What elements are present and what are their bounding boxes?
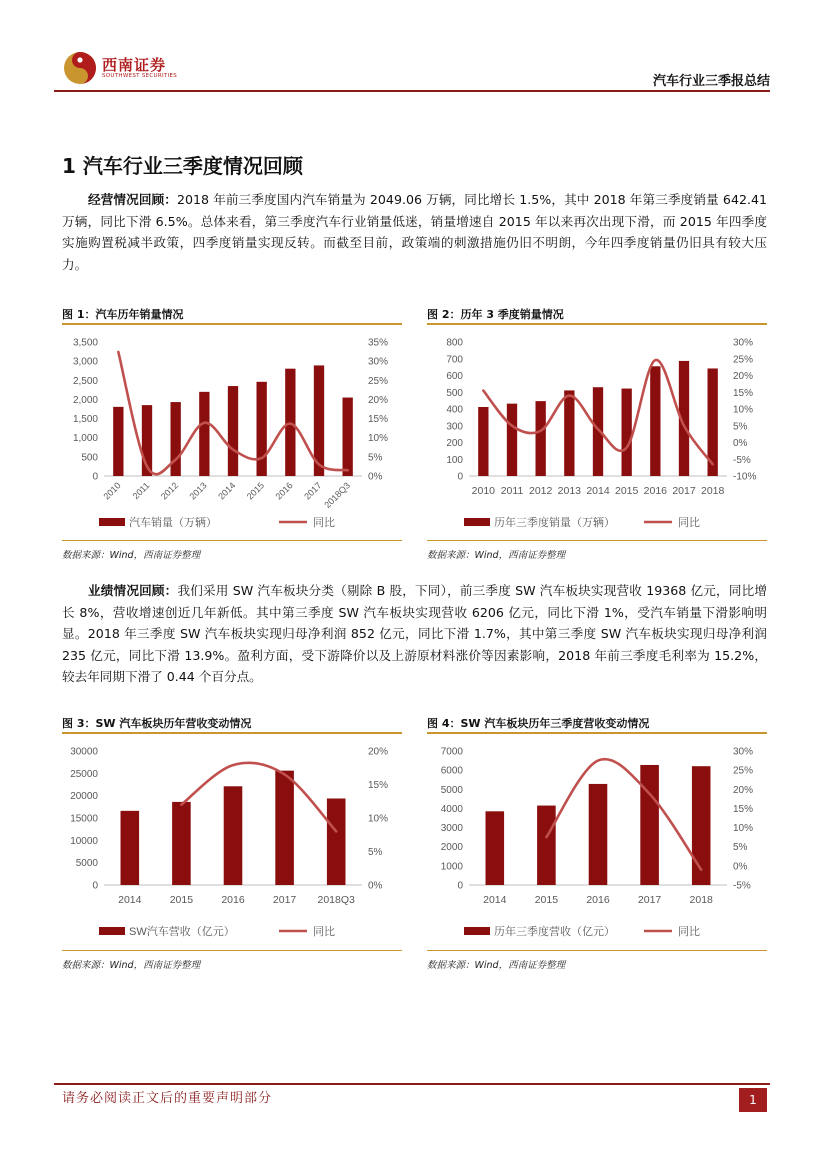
legend-label-line: 同比 xyxy=(678,926,700,938)
x-tick-label: 2017 xyxy=(302,480,324,502)
x-tick-label: 2010 xyxy=(471,485,496,497)
y2-tick-label: 15% xyxy=(368,780,389,791)
bar xyxy=(113,407,123,476)
paragraph-body: 我们采用 SW 汽车板块分类（剔除 B 股，下同），前三季度 SW 汽车板块实现营收 19368 亿元，同比增长 8%，营收增速创近几年新低。其中第三季度 SW 汽车板块实现营收 6206 亿元，同比下滑 1%，受汽车销量下滑影响明显。2018 年三季度 SW 汽车板块实现归母净利润 852 亿元，同比下滑 1.7%，其中第三季度 SW 汽车板块实现归母净利润 235 亿元，同比下滑 13.9%。盈利方面，受下游降价以及上游原材料涨价等因素影响，2018 年前三季度毛利率为 15.2%，较去年同期下滑了 0.44 个百分点。 xyxy=(62,583,767,684)
figure-1-rule xyxy=(62,323,402,325)
y-tick-label: 0 xyxy=(457,471,463,483)
bar xyxy=(327,798,346,885)
x-tick-label: 2015 xyxy=(614,485,639,497)
y-tick-label: 6000 xyxy=(440,765,463,777)
legend-swatch-bar xyxy=(99,927,125,935)
bar xyxy=(650,366,660,476)
logo-text-en: SOUTHWEST SECURITIES xyxy=(102,73,178,79)
y-tick-label: 15000 xyxy=(70,813,98,825)
legend-swatch-bar xyxy=(99,518,125,526)
figure-4-bottom-rule xyxy=(427,950,767,951)
paragraph-body: 2018 年前三季度国内汽车销量为 2049.06 万辆，同比增长 1.5%，其中 2018 年第三季度销量 642.41 万辆，同比下滑 6.5%。总体来看，第三季度汽车行业销量低迷，销量增速自 2015 年以来再次出现下滑，而 2015 年四季度实施购置税减半政策，四季度销量实现反转。而截至目前，政策端的刺激措施仍旧不明朗，今年四季度销量仍旧具有较大压力。 xyxy=(62,192,768,272)
bar xyxy=(589,784,608,885)
y-tick-label: 3000 xyxy=(440,823,463,835)
y2-tick-label: -5% xyxy=(733,880,751,892)
legend-label-line: 同比 xyxy=(313,517,335,529)
bar xyxy=(343,398,353,476)
figure-4-source: 数据来源：Wind，西南证券整理 xyxy=(427,960,566,971)
logo-emblem-icon xyxy=(62,50,98,86)
y-tick-label: 500 xyxy=(446,387,463,399)
x-tick-label: 2018Q3 xyxy=(317,894,355,906)
y2-tick-label: 30% xyxy=(368,356,389,368)
x-tick-label: 2012 xyxy=(158,480,181,502)
bar xyxy=(257,382,267,476)
bar xyxy=(121,811,140,885)
y2-tick-label: 20% xyxy=(368,746,389,758)
page-number: 1 xyxy=(739,1088,767,1112)
y2-tick-label: 15% xyxy=(733,803,754,815)
y-tick-label: 300 xyxy=(446,421,463,433)
y-tick-label: 100 xyxy=(446,454,463,466)
footer-divider xyxy=(54,1083,770,1085)
y-tick-label: 3,500 xyxy=(72,337,98,349)
y2-tick-label: 0% xyxy=(368,471,383,483)
bar xyxy=(199,392,209,476)
section-title: 1 汽车行业三季度情况回顾 xyxy=(62,154,303,178)
y-tick-label: 200 xyxy=(446,438,463,449)
y2-tick-label: 10% xyxy=(733,823,754,835)
bar xyxy=(478,407,488,476)
y2-tick-label: 20% xyxy=(733,371,754,382)
figure-2-bottom-rule xyxy=(427,540,767,541)
y-tick-label: 600 xyxy=(446,371,463,382)
x-tick-label: 2017 xyxy=(672,485,696,497)
y-tick-label: 4000 xyxy=(440,803,463,815)
y-tick-label: 2,500 xyxy=(72,375,98,387)
x-tick-label: 2015 xyxy=(244,480,267,502)
y2-tick-label: 30% xyxy=(733,337,754,349)
legend-label-bar: 历年三季度营收（亿元） xyxy=(494,926,615,938)
figure-3-bottom-rule xyxy=(62,950,402,951)
x-tick-label: 2014 xyxy=(216,480,238,502)
y2-tick-label: 25% xyxy=(733,354,754,366)
bar xyxy=(507,404,517,476)
bar xyxy=(640,765,659,885)
bar xyxy=(275,771,294,885)
bar xyxy=(564,390,574,476)
legend-label-bar: 历年三季度销量（万辆） xyxy=(494,517,615,529)
y2-tick-label: 30% xyxy=(733,746,754,758)
chart-sw-revenue xyxy=(56,739,406,947)
y-tick-label: 0 xyxy=(92,471,98,483)
x-tick-label: 2014 xyxy=(483,894,507,906)
bar xyxy=(171,402,181,476)
y-tick-label: 10000 xyxy=(70,835,98,847)
bar xyxy=(486,811,505,885)
y-tick-label: 5000 xyxy=(440,784,463,796)
y-tick-label: 1,500 xyxy=(72,414,98,426)
y2-tick-label: -5% xyxy=(733,454,751,466)
y-tick-label: 500 xyxy=(81,452,98,464)
header-divider xyxy=(54,90,770,92)
y2-tick-label: 5% xyxy=(733,421,748,433)
x-tick-label: 2015 xyxy=(169,894,194,906)
y-tick-label: 7000 xyxy=(440,746,463,758)
y-tick-label: 3,000 xyxy=(72,356,98,368)
bar xyxy=(224,786,243,885)
x-tick-label: 2011 xyxy=(500,485,524,497)
y2-tick-label: -10% xyxy=(733,471,757,483)
x-tick-label: 2018 xyxy=(700,485,725,497)
y-tick-label: 2000 xyxy=(440,842,463,854)
figure-1-bottom-rule xyxy=(62,540,402,541)
y-tick-label: 0 xyxy=(457,880,463,892)
x-tick-label: 2013 xyxy=(187,480,209,502)
y2-tick-label: 25% xyxy=(368,375,389,387)
y2-tick-label: 15% xyxy=(733,387,754,399)
x-tick-label: 2016 xyxy=(221,894,245,906)
legend-label-line: 同比 xyxy=(678,517,700,529)
x-tick-label: 2016 xyxy=(273,480,295,502)
figure-3-title: 图 3：SW 汽车板块历年营收变动情况 xyxy=(62,717,252,730)
y2-tick-label: 0% xyxy=(733,861,748,873)
figure-4-title: 图 4：SW 汽车板块历年三季度营收变动情况 xyxy=(427,717,650,730)
figure-3-rule xyxy=(62,732,402,734)
legend-swatch-bar xyxy=(464,518,490,526)
y-tick-label: 5000 xyxy=(75,858,98,870)
y2-tick-label: 10% xyxy=(368,433,389,445)
figure-2-title: 图 2：历年 3 季度销量情况 xyxy=(427,308,564,321)
legend-label-line: 同比 xyxy=(313,926,335,938)
y-tick-label: 1000 xyxy=(440,861,463,873)
logo-text-cn: 西南证券 xyxy=(102,56,167,74)
y2-tick-label: 25% xyxy=(733,765,754,777)
x-tick-label: 2014 xyxy=(586,485,610,497)
bar xyxy=(172,802,191,885)
y-tick-label: 1,000 xyxy=(72,433,98,445)
y2-tick-label: 0% xyxy=(368,880,383,892)
y2-tick-label: 35% xyxy=(368,337,389,349)
footer-notice: 请务必阅读正文后的重要声明部分 xyxy=(62,1091,273,1106)
series-line-yoy xyxy=(546,759,701,870)
y2-tick-label: 5% xyxy=(368,847,383,858)
y-tick-label: 30000 xyxy=(70,746,98,758)
x-tick-label: 2018Q3 xyxy=(322,480,353,511)
y-tick-label: 400 xyxy=(446,404,463,416)
x-tick-label: 2010 xyxy=(101,480,123,502)
bar xyxy=(622,389,632,476)
y2-tick-label: 10% xyxy=(368,813,389,825)
y2-tick-label: 5% xyxy=(368,452,383,464)
x-tick-label: 2016 xyxy=(643,485,668,497)
bar xyxy=(537,806,556,885)
y-tick-label: 800 xyxy=(446,337,463,349)
y2-tick-label: 15% xyxy=(368,414,389,426)
chart-sw-q3-revenue xyxy=(421,739,771,947)
figure-1-title: 图 1：汽车历年销量情况 xyxy=(62,308,184,321)
y2-tick-label: 20% xyxy=(733,784,754,796)
x-tick-label: 2015 xyxy=(534,894,559,906)
y-tick-label: 0 xyxy=(92,880,98,892)
legend-swatch-bar xyxy=(464,927,490,935)
x-tick-label: 2016 xyxy=(586,894,610,906)
x-tick-label: 2017 xyxy=(637,894,662,906)
y2-tick-label: 10% xyxy=(733,404,754,416)
paragraph-lead: 经营情况回顾： xyxy=(88,192,178,207)
paragraph-performance xyxy=(62,580,767,688)
bar xyxy=(228,386,238,476)
x-tick-label: 2011 xyxy=(130,480,152,502)
figure-2-rule xyxy=(427,323,767,325)
bar xyxy=(692,766,711,885)
x-tick-label: 2014 xyxy=(118,894,142,906)
document-title: 汽车行业三季报总结 xyxy=(652,74,770,89)
series-line-yoy xyxy=(181,763,336,832)
y2-tick-label: 0% xyxy=(733,438,748,449)
figure-4-rule xyxy=(427,732,767,734)
x-tick-label: 2017 xyxy=(272,894,297,906)
y-tick-label: 700 xyxy=(446,354,463,366)
figure-1-source: 数据来源：Wind，西南证券整理 xyxy=(62,550,201,561)
chart-q3-sales xyxy=(421,330,771,538)
figure-2-source: 数据来源：Wind，西南证券整理 xyxy=(427,550,566,561)
paragraph-lead: 业绩情况回顾： xyxy=(88,583,178,598)
x-tick-label: 2012 xyxy=(528,485,553,497)
legend-label-bar: 汽车销量（万辆） xyxy=(129,517,217,529)
y-tick-label: 25000 xyxy=(70,768,98,780)
bar xyxy=(536,401,546,476)
y2-tick-label: 5% xyxy=(733,842,748,854)
legend-label-bar: SW汽车营收（亿元） xyxy=(129,926,235,938)
y2-tick-label: 20% xyxy=(368,394,389,406)
figure-3-source: 数据来源：Wind，西南证券整理 xyxy=(62,960,201,971)
y-tick-label: 20000 xyxy=(70,791,98,803)
x-tick-label: 2013 xyxy=(557,485,582,497)
paragraph-operations xyxy=(62,189,767,275)
x-tick-label: 2018 xyxy=(689,894,713,906)
y-tick-label: 2,000 xyxy=(72,394,98,406)
chart-annual-sales xyxy=(56,330,406,538)
